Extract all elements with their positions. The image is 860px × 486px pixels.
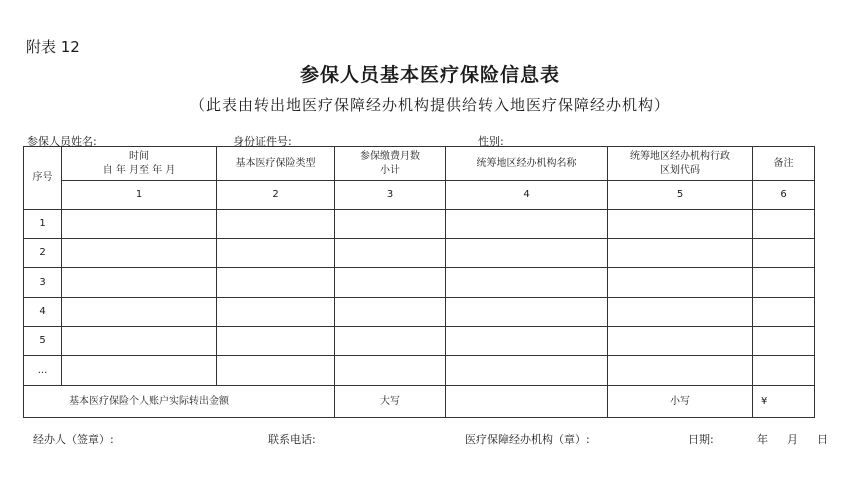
months-cell[interactable]	[335, 297, 446, 326]
handler-signature-field[interactable]: 经办人（签章）:	[33, 433, 114, 446]
date-label: 日期:	[688, 433, 714, 446]
time-range-label: 自 年 月至 年 月	[102, 164, 176, 176]
notes-cell[interactable]	[753, 209, 815, 238]
column-number-row	[24, 181, 815, 209]
notes-cell[interactable]	[753, 326, 815, 355]
months-cell[interactable]	[335, 239, 446, 268]
agency-code-cell[interactable]	[608, 356, 753, 385]
agency-name-cell[interactable]	[446, 239, 608, 268]
agency-code-cell[interactable]	[608, 209, 753, 238]
col-number: 5	[608, 181, 753, 209]
months-cell[interactable]	[335, 268, 446, 297]
time-cell[interactable]	[62, 268, 217, 297]
amount-upper-label: 大写	[335, 385, 446, 417]
date-month-label: 月	[787, 433, 798, 446]
time-cell[interactable]	[62, 326, 217, 355]
agency-code-header	[608, 147, 753, 181]
type-cell[interactable]	[217, 356, 335, 385]
time-header	[62, 147, 217, 181]
type-cell[interactable]	[217, 209, 335, 238]
gender-field[interactable]: 性别:	[478, 135, 504, 148]
table-row	[24, 209, 815, 238]
notes-cell[interactable]	[753, 239, 815, 268]
time-cell[interactable]	[62, 356, 217, 385]
agency-code-cell[interactable]	[608, 268, 753, 297]
form-subtitle: （此表由转出地医疗保障经办机构提供给转入地医疗保障经办机构）	[189, 96, 670, 114]
agency-name-header: 统筹地区经办机构名称	[446, 147, 608, 181]
months-subtotal-label: 小计	[380, 164, 400, 176]
row-index: 4	[24, 297, 62, 326]
insured-name-field[interactable]: 参保人员姓名:	[27, 135, 97, 148]
col-number: 2	[217, 181, 335, 209]
row-index: 1	[24, 209, 62, 238]
date-year-label: 年	[757, 433, 768, 446]
months-header	[335, 147, 446, 181]
row-index: 2	[24, 239, 62, 268]
notes-header: 备注	[753, 147, 815, 181]
appendix-label: 附表 12	[26, 38, 80, 56]
row-index: ...	[24, 356, 62, 385]
agency-name-cell[interactable]	[446, 297, 608, 326]
id-number-field[interactable]: 身份证件号:	[233, 135, 292, 148]
col-number: 3	[335, 181, 446, 209]
table-row	[24, 239, 815, 268]
months-cell[interactable]	[335, 209, 446, 238]
agency-name-cell[interactable]	[446, 209, 608, 238]
contact-phone-field[interactable]: 联系电话:	[268, 433, 316, 446]
agency-code-header-label: 统筹地区经办机构行政	[630, 151, 730, 163]
time-cell[interactable]	[62, 297, 217, 326]
months-cell[interactable]	[335, 356, 446, 385]
table-row	[24, 356, 815, 385]
insurance-type-header: 基本医疗保险类型	[217, 147, 335, 181]
agency-name-cell[interactable]	[446, 326, 608, 355]
seq-header: 序号	[24, 147, 62, 210]
agency-name-cell[interactable]	[446, 268, 608, 297]
agency-name-cell[interactable]	[446, 356, 608, 385]
row-index: 3	[24, 268, 62, 297]
form-title: 参保人员基本医疗保险信息表	[299, 64, 560, 86]
date-day-label: 日	[817, 433, 828, 446]
agency-code-sub-label: 区划代码	[660, 164, 700, 176]
col-number: 1	[62, 181, 217, 209]
col-number: 4	[446, 181, 608, 209]
time-cell[interactable]	[62, 239, 217, 268]
type-cell[interactable]	[217, 297, 335, 326]
amount-lower-input[interactable]: ¥	[753, 385, 815, 417]
table-row	[24, 297, 815, 326]
agency-seal-field[interactable]: 医疗保障经办机构（章）:	[465, 433, 590, 446]
table-row	[24, 268, 815, 297]
time-header-label: 时间	[129, 151, 149, 163]
notes-cell[interactable]	[753, 297, 815, 326]
months-header-label: 参保缴费月数	[360, 151, 420, 163]
type-cell[interactable]	[217, 239, 335, 268]
insurance-info-table	[23, 146, 815, 418]
agency-code-cell[interactable]	[608, 239, 753, 268]
row-index: 5	[24, 326, 62, 355]
type-cell[interactable]	[217, 326, 335, 355]
transfer-amount-label: 基本医疗保险个人账户实际转出金额	[24, 385, 335, 417]
agency-code-cell[interactable]	[608, 297, 753, 326]
header-row	[24, 147, 815, 181]
col-number: 6	[753, 181, 815, 209]
amount-upper-input[interactable]	[446, 385, 608, 417]
notes-cell[interactable]	[753, 268, 815, 297]
time-cell[interactable]	[62, 209, 217, 238]
amount-lower-label: 小写	[608, 385, 753, 417]
agency-code-cell[interactable]	[608, 326, 753, 355]
type-cell[interactable]	[217, 268, 335, 297]
months-cell[interactable]	[335, 326, 446, 355]
notes-cell[interactable]	[753, 356, 815, 385]
summary-row	[24, 385, 815, 417]
table-row	[24, 326, 815, 355]
